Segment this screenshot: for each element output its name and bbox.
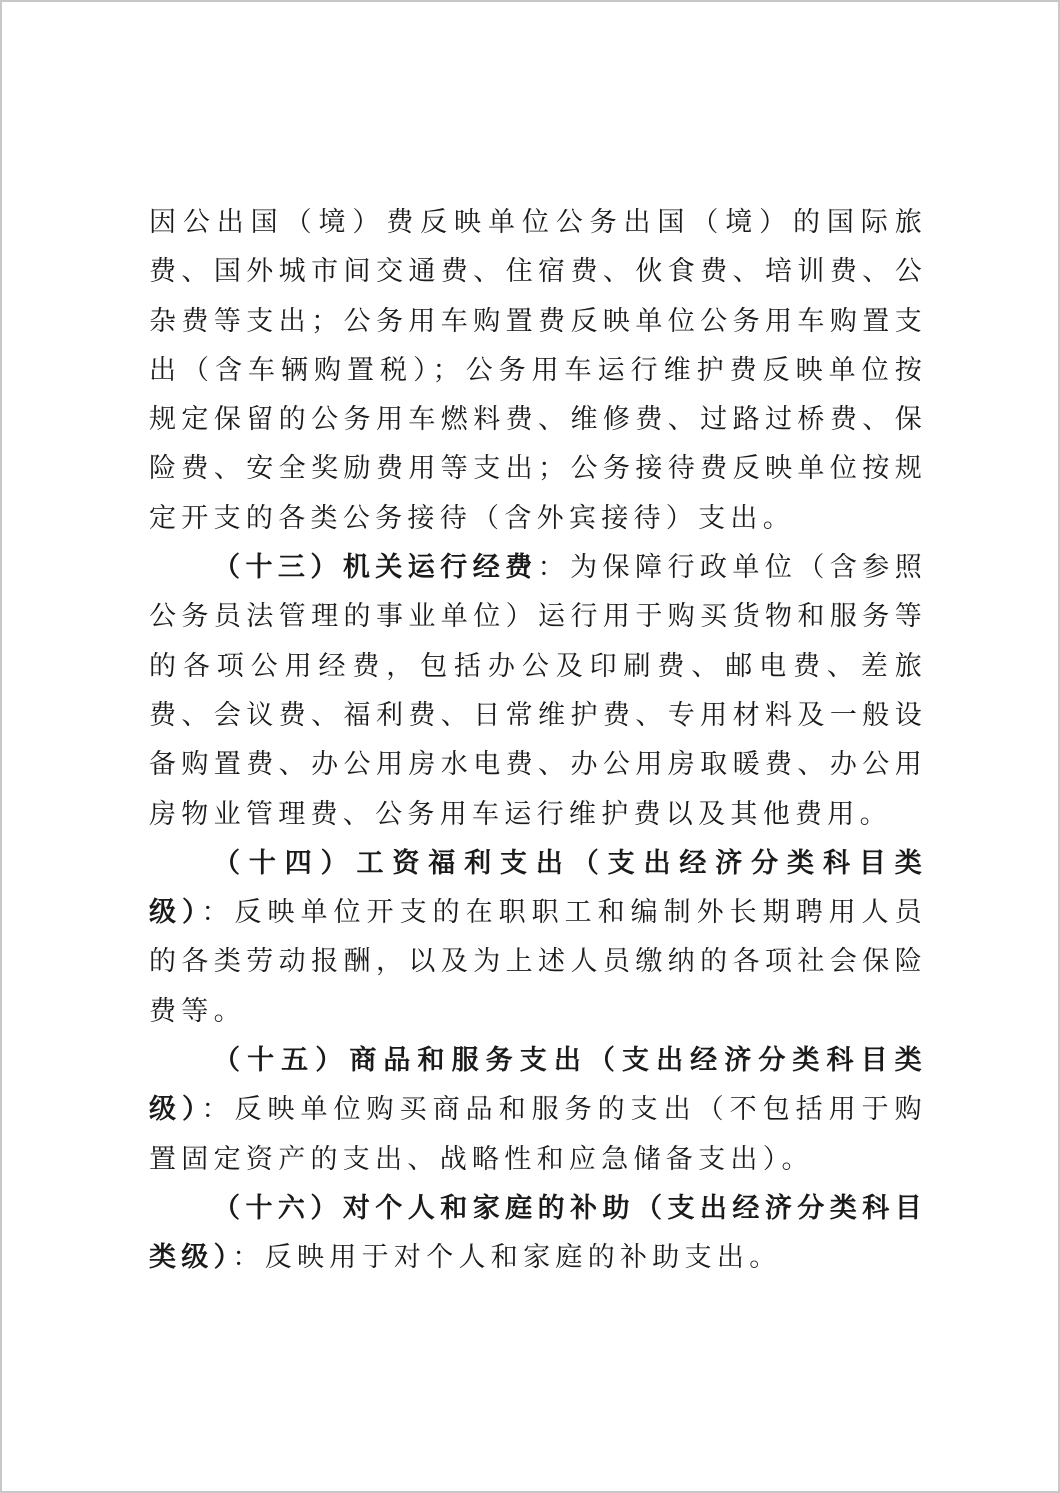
paragraph-heading: （十六）对个人和家庭的补助（支出经济分类科目类级） [149, 1192, 927, 1274]
paragraph-heading: （十三）机关运行经费 [213, 552, 538, 584]
paragraph-text: ：反映单位开支的在职职工和编制外长期聘用人员的各类劳动报酬，以及为上述人员缴纳的各项社会保险费等。 [149, 897, 927, 1027]
paragraph-heading: （十五）商品和服务支出（支出经济分类科目类级） [149, 1045, 927, 1126]
paragraph-14-wages-welfare [149, 839, 927, 1036]
paragraph-text: ：为保障行政单位（含参照公务员法管理的事业单位）运行用于购买货物和服务等的各项公用经费，包括办公及印刷费、邮电费、差旅费、会议费、福利费、日常维护费、专用材料及一般设备购置费、办公用房水电费、办公用房取暖费、办公用房物业管理费、公务用车运行维护费以及其他费用。 [149, 552, 928, 830]
paragraph-heading: （十四）工资福利支出（支出经济分类科目类级） [149, 847, 927, 929]
paragraph-public-expenses-continued [149, 198, 927, 543]
paragraph-15-goods-services [149, 1036, 927, 1184]
document-body [149, 198, 927, 1283]
paragraph-13-operating-expenses [149, 543, 927, 839]
paragraph-text: ：反映用于对个人和家庭的补助支出。 [232, 1242, 782, 1274]
paragraph-text: 因公出国（境）费反映单位公务出国（境）的国际旅费、国外城市间交通费、住宿费、伙食费、培训费、公杂费等支出；公务用车购置费反映单位公务用车购置支出（含车辆购置税）；公务用车运行维护费反映单位按规定保留的公务用车燃料费、维修费、过路过桥费、保险费、安全奖励费用等支出；公务接待费反映单位按规定开支的各类公务接待（含外宾接待）支出。 [149, 207, 927, 534]
paragraph-text: ：反映单位购买商品和服务的支出（不包括用于购置固定资产的支出、战略性和应急储备支出）。 [149, 1094, 927, 1175]
paragraph-16-household-subsidies [149, 1184, 927, 1283]
